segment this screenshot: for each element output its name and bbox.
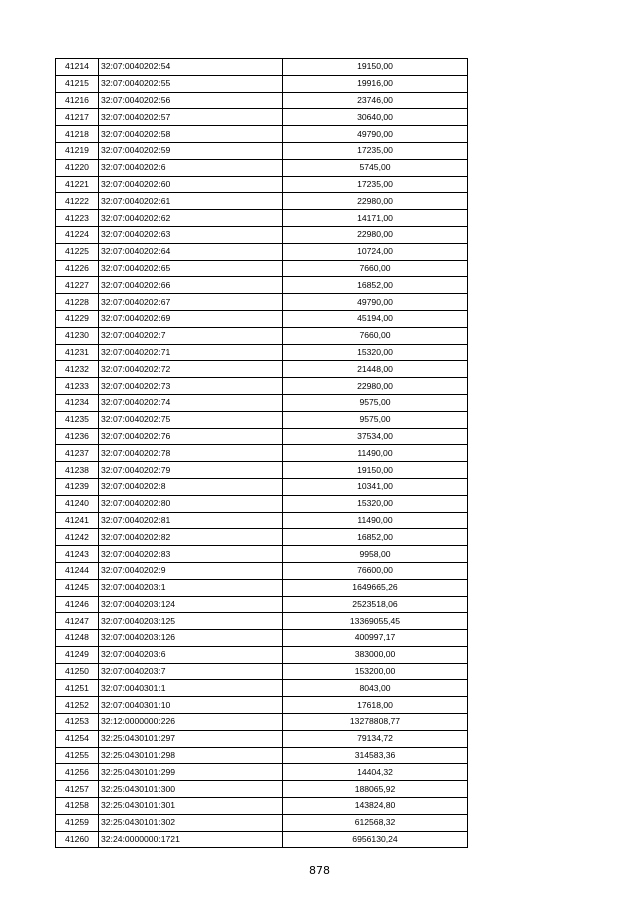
table-row xyxy=(56,394,468,411)
table-row xyxy=(56,663,468,680)
value-cell: 9575,00 xyxy=(283,394,468,411)
row-number-cell: 41253 xyxy=(56,714,99,731)
value-cell: 19916,00 xyxy=(283,75,468,92)
cadastral-number-cell: 32:07:0040202:69 xyxy=(99,310,283,327)
table-row xyxy=(56,814,468,831)
cadastral-number-cell: 32:07:0040202:78 xyxy=(99,445,283,462)
row-number-cell: 41234 xyxy=(56,394,99,411)
value-cell: 15320,00 xyxy=(283,344,468,361)
value-cell: 37534,00 xyxy=(283,428,468,445)
value-cell: 143824,80 xyxy=(283,798,468,815)
row-number-cell: 41219 xyxy=(56,142,99,159)
value-cell: 10724,00 xyxy=(283,243,468,260)
value-cell: 188065,92 xyxy=(283,781,468,798)
table-row xyxy=(56,613,468,630)
row-number-cell: 41250 xyxy=(56,663,99,680)
value-cell: 6956130,24 xyxy=(283,831,468,848)
cadastral-number-cell: 32:07:0040202:57 xyxy=(99,109,283,126)
row-number-cell: 41231 xyxy=(56,344,99,361)
value-cell: 14404,32 xyxy=(283,764,468,781)
cadastral-number-cell: 32:07:0040202:71 xyxy=(99,344,283,361)
row-number-cell: 41239 xyxy=(56,478,99,495)
value-cell: 13278808,77 xyxy=(283,714,468,731)
cadastral-number-cell: 32:25:0430101:301 xyxy=(99,798,283,815)
value-cell: 400997,17 xyxy=(283,630,468,647)
value-cell: 8043,00 xyxy=(283,680,468,697)
value-cell: 383000,00 xyxy=(283,646,468,663)
row-number-cell: 41226 xyxy=(56,260,99,277)
row-number-cell: 41244 xyxy=(56,562,99,579)
row-number-cell: 41242 xyxy=(56,529,99,546)
row-number-cell: 41251 xyxy=(56,680,99,697)
row-number-cell: 41255 xyxy=(56,747,99,764)
cadastral-number-cell: 32:07:0040202:58 xyxy=(99,126,283,143)
cadastral-number-cell: 32:07:0040301:10 xyxy=(99,697,283,714)
cadastral-number-cell: 32:25:0430101:299 xyxy=(99,764,283,781)
row-number-cell: 41229 xyxy=(56,310,99,327)
table-row xyxy=(56,697,468,714)
table-row xyxy=(56,243,468,260)
value-cell: 7660,00 xyxy=(283,327,468,344)
table-row xyxy=(56,680,468,697)
cadastral-number-cell: 32:07:0040202:82 xyxy=(99,529,283,546)
value-cell: 17235,00 xyxy=(283,176,468,193)
row-number-cell: 41248 xyxy=(56,630,99,647)
value-cell: 15320,00 xyxy=(283,495,468,512)
table-row xyxy=(56,529,468,546)
row-number-cell: 41232 xyxy=(56,361,99,378)
value-cell: 153200,00 xyxy=(283,663,468,680)
row-number-cell: 41223 xyxy=(56,210,99,227)
cadastral-number-cell: 32:07:0040202:64 xyxy=(99,243,283,260)
cadastral-number-cell: 32:25:0430101:300 xyxy=(99,781,283,798)
value-cell: 17618,00 xyxy=(283,697,468,714)
table-row xyxy=(56,260,468,277)
row-number-cell: 41214 xyxy=(56,59,99,76)
table-row xyxy=(56,59,468,76)
value-cell: 22980,00 xyxy=(283,193,468,210)
table-row xyxy=(56,92,468,109)
row-number-cell: 41227 xyxy=(56,277,99,294)
table-row xyxy=(56,798,468,815)
row-number-cell: 41237 xyxy=(56,445,99,462)
cadastral-number-cell: 32:07:0040203:125 xyxy=(99,613,283,630)
table-row xyxy=(56,478,468,495)
row-number-cell: 41215 xyxy=(56,75,99,92)
cadastral-number-cell: 32:07:0040202:54 xyxy=(99,59,283,76)
table-row xyxy=(56,596,468,613)
table-row xyxy=(56,193,468,210)
value-cell: 30640,00 xyxy=(283,109,468,126)
value-cell: 2523518,06 xyxy=(283,596,468,613)
value-cell: 21448,00 xyxy=(283,361,468,378)
table-row xyxy=(56,75,468,92)
value-cell: 22980,00 xyxy=(283,226,468,243)
row-number-cell: 41235 xyxy=(56,411,99,428)
row-number-cell: 41238 xyxy=(56,462,99,479)
row-number-cell: 41249 xyxy=(56,646,99,663)
cadastral-number-cell: 32:07:0040203:1 xyxy=(99,579,283,596)
row-number-cell: 41233 xyxy=(56,378,99,395)
table-row xyxy=(56,646,468,663)
table-row xyxy=(56,344,468,361)
row-number-cell: 41257 xyxy=(56,781,99,798)
value-cell: 49790,00 xyxy=(283,294,468,311)
table-row xyxy=(56,462,468,479)
table-row xyxy=(56,142,468,159)
value-cell: 612568,32 xyxy=(283,814,468,831)
cadastral-value-table xyxy=(55,58,468,848)
row-number-cell: 41240 xyxy=(56,495,99,512)
cadastral-number-cell: 32:07:0040203:7 xyxy=(99,663,283,680)
cadastral-number-cell: 32:07:0040202:75 xyxy=(99,411,283,428)
table-row xyxy=(56,562,468,579)
table-row xyxy=(56,512,468,529)
value-cell: 10341,00 xyxy=(283,478,468,495)
table-row xyxy=(56,126,468,143)
cadastral-number-cell: 32:07:0040202:80 xyxy=(99,495,283,512)
cadastral-number-cell: 32:07:0040202:56 xyxy=(99,92,283,109)
value-cell: 79134,72 xyxy=(283,730,468,747)
table-row xyxy=(56,327,468,344)
value-cell: 5745,00 xyxy=(283,159,468,176)
value-cell: 11490,00 xyxy=(283,445,468,462)
row-number-cell: 41218 xyxy=(56,126,99,143)
cadastral-number-cell: 32:07:0040203:6 xyxy=(99,646,283,663)
value-cell: 19150,00 xyxy=(283,462,468,479)
value-cell: 49790,00 xyxy=(283,126,468,143)
page-number: 878 xyxy=(309,864,330,877)
row-number-cell: 41228 xyxy=(56,294,99,311)
cadastral-number-cell: 32:07:0040202:74 xyxy=(99,394,283,411)
cadastral-number-cell: 32:07:0040202:81 xyxy=(99,512,283,529)
row-number-cell: 41220 xyxy=(56,159,99,176)
row-number-cell: 41252 xyxy=(56,697,99,714)
row-number-cell: 41230 xyxy=(56,327,99,344)
table-row xyxy=(56,361,468,378)
cadastral-number-cell: 32:25:0430101:298 xyxy=(99,747,283,764)
value-cell: 19150,00 xyxy=(283,59,468,76)
table-row xyxy=(56,428,468,445)
table-row xyxy=(56,445,468,462)
cadastral-number-cell: 32:07:0040203:126 xyxy=(99,630,283,647)
cadastral-number-cell: 32:07:0040202:7 xyxy=(99,327,283,344)
cadastral-number-cell: 32:12:0000000:226 xyxy=(99,714,283,731)
row-number-cell: 41258 xyxy=(56,798,99,815)
value-cell: 1649665,26 xyxy=(283,579,468,596)
cadastral-number-cell: 32:07:0040202:73 xyxy=(99,378,283,395)
value-cell: 76600,00 xyxy=(283,562,468,579)
cadastral-number-cell: 32:07:0040202:66 xyxy=(99,277,283,294)
value-cell: 9575,00 xyxy=(283,411,468,428)
value-cell: 314583,36 xyxy=(283,747,468,764)
table-row xyxy=(56,294,468,311)
cadastral-number-cell: 32:07:0040202:60 xyxy=(99,176,283,193)
table-row xyxy=(56,630,468,647)
cadastral-number-cell: 32:07:0040202:72 xyxy=(99,361,283,378)
value-cell: 13369055,45 xyxy=(283,613,468,630)
value-cell: 16852,00 xyxy=(283,277,468,294)
table-row xyxy=(56,579,468,596)
cadastral-number-cell: 32:07:0040202:76 xyxy=(99,428,283,445)
table-row xyxy=(56,226,468,243)
row-number-cell: 41259 xyxy=(56,814,99,831)
table-row xyxy=(56,764,468,781)
row-number-cell: 41217 xyxy=(56,109,99,126)
cadastral-number-cell: 32:07:0040202:67 xyxy=(99,294,283,311)
cadastral-number-cell: 32:07:0040202:65 xyxy=(99,260,283,277)
value-cell: 45194,00 xyxy=(283,310,468,327)
value-cell: 7660,00 xyxy=(283,260,468,277)
table-row xyxy=(56,210,468,227)
table-row xyxy=(56,378,468,395)
cadastral-number-cell: 32:24:0000000:1721 xyxy=(99,831,283,848)
table-row xyxy=(56,546,468,563)
table-row xyxy=(56,714,468,731)
cadastral-number-cell: 32:07:0040202:83 xyxy=(99,546,283,563)
row-number-cell: 41221 xyxy=(56,176,99,193)
table-row xyxy=(56,277,468,294)
row-number-cell: 41243 xyxy=(56,546,99,563)
row-number-cell: 41224 xyxy=(56,226,99,243)
table-row xyxy=(56,411,468,428)
cadastral-number-cell: 32:07:0040202:59 xyxy=(99,142,283,159)
value-cell: 22980,00 xyxy=(283,378,468,395)
value-cell: 23746,00 xyxy=(283,92,468,109)
value-cell: 11490,00 xyxy=(283,512,468,529)
row-number-cell: 41222 xyxy=(56,193,99,210)
table-row xyxy=(56,747,468,764)
table-row xyxy=(56,159,468,176)
cadastral-number-cell: 32:07:0040202:6 xyxy=(99,159,283,176)
value-cell: 9958,00 xyxy=(283,546,468,563)
value-cell: 14171,00 xyxy=(283,210,468,227)
cadastral-number-cell: 32:07:0040202:62 xyxy=(99,210,283,227)
row-number-cell: 41225 xyxy=(56,243,99,260)
row-number-cell: 41216 xyxy=(56,92,99,109)
cadastral-number-cell: 32:07:0040202:63 xyxy=(99,226,283,243)
row-number-cell: 41256 xyxy=(56,764,99,781)
value-cell: 16852,00 xyxy=(283,529,468,546)
table-row xyxy=(56,730,468,747)
table-row xyxy=(56,495,468,512)
row-number-cell: 41236 xyxy=(56,428,99,445)
table-body xyxy=(56,59,468,848)
table-row xyxy=(56,176,468,193)
cadastral-number-cell: 32:07:0040202:55 xyxy=(99,75,283,92)
cadastral-number-cell: 32:07:0040202:61 xyxy=(99,193,283,210)
table-row xyxy=(56,781,468,798)
row-number-cell: 41260 xyxy=(56,831,99,848)
row-number-cell: 41245 xyxy=(56,579,99,596)
value-cell: 17235,00 xyxy=(283,142,468,159)
row-number-cell: 41247 xyxy=(56,613,99,630)
cadastral-number-cell: 32:07:0040203:124 xyxy=(99,596,283,613)
cadastral-number-cell: 32:07:0040202:79 xyxy=(99,462,283,479)
cadastral-number-cell: 32:07:0040202:9 xyxy=(99,562,283,579)
table-row xyxy=(56,310,468,327)
row-number-cell: 41241 xyxy=(56,512,99,529)
table-row xyxy=(56,109,468,126)
table-row xyxy=(56,831,468,848)
cadastral-number-cell: 32:07:0040202:8 xyxy=(99,478,283,495)
cadastral-number-cell: 32:25:0430101:302 xyxy=(99,814,283,831)
row-number-cell: 41246 xyxy=(56,596,99,613)
cadastral-number-cell: 32:07:0040301:1 xyxy=(99,680,283,697)
cadastral-number-cell: 32:25:0430101:297 xyxy=(99,730,283,747)
row-number-cell: 41254 xyxy=(56,730,99,747)
